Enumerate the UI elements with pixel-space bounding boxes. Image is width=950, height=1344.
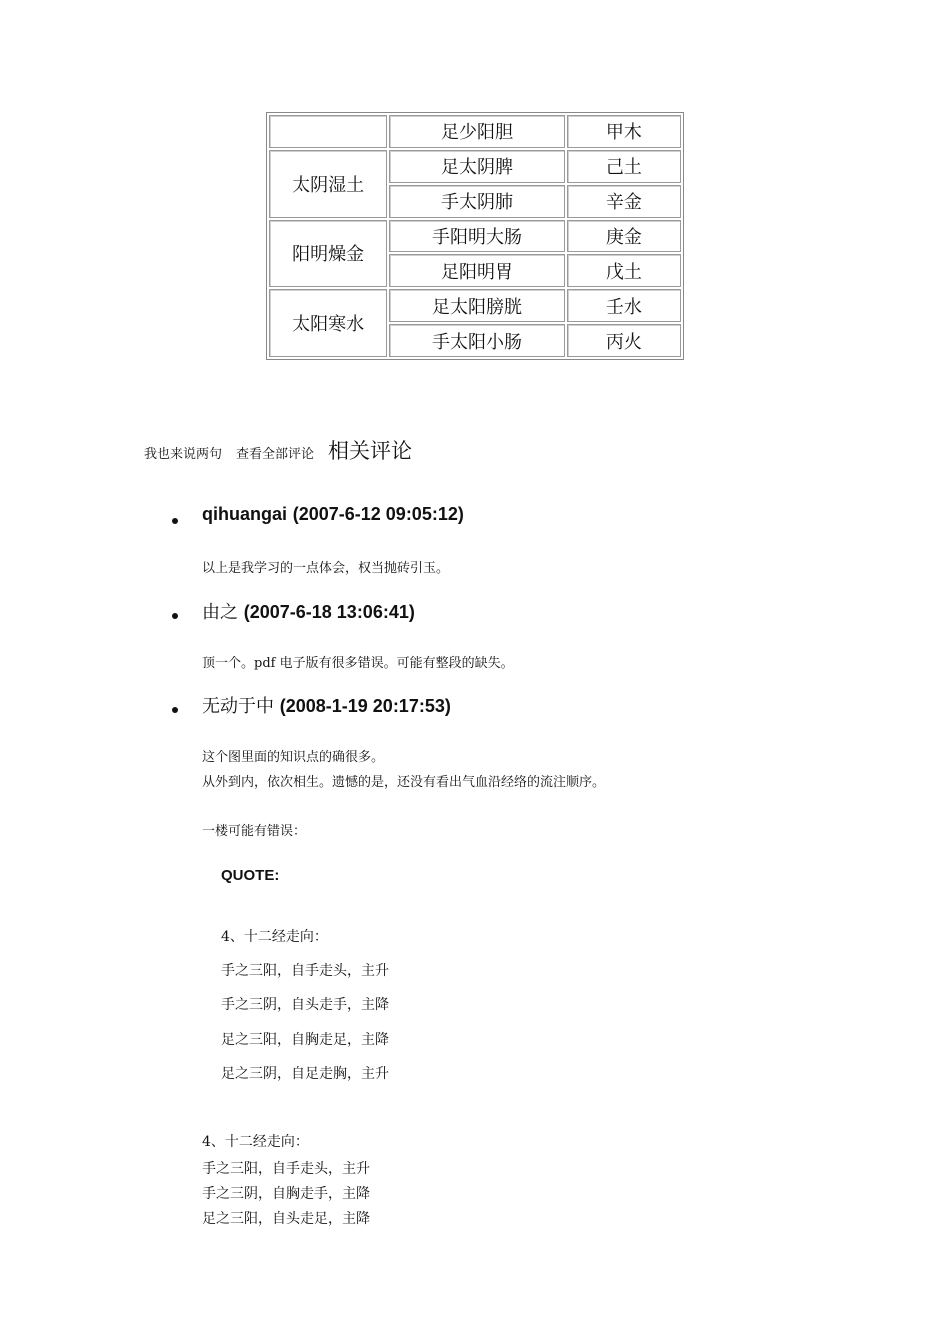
quote-line: 手之三阴，自头走手，主降 <box>221 997 389 1013</box>
meridian-table <box>266 112 684 360</box>
comment-body-line: 以上是我学习的一点体会，权当抛砖引玉。 <box>202 561 450 576</box>
comment-body-line: 足之三阳，自头走足，主降 <box>202 1211 370 1227</box>
comment-time: (2007-6-12 09:05:12) <box>292 504 464 524</box>
bullet-icon <box>172 518 178 524</box>
element-cell: 壬水 <box>567 289 681 322</box>
comment-heading <box>202 504 464 525</box>
element-cell: 庚金 <box>567 220 681 253</box>
table-row <box>269 220 681 253</box>
meridian-cell: 足阳明胃 <box>389 254 564 287</box>
quote-line: 足之三阴，自足走胸，主升 <box>221 1066 389 1082</box>
group-cell: 阳明燥金 <box>269 220 387 288</box>
meridian-cell: 手太阳小肠 <box>389 324 564 357</box>
element-cell: 己土 <box>567 150 681 183</box>
quote-line: 手之三阳，自手走头，主升 <box>221 963 389 979</box>
element-cell: 丙火 <box>567 324 681 357</box>
comment-body-line: 4、十二经走向： <box>202 1134 309 1150</box>
meridian-cell: 足少阳胆 <box>389 115 564 148</box>
comment-body-line: 这个图里面的知识点的确很多。 <box>202 750 385 765</box>
meridian-cell: 手太阴肺 <box>389 185 564 218</box>
table-row <box>269 150 681 183</box>
comment-heading <box>202 598 415 624</box>
comment-body-line: 手之三阳，自手走头，主升 <box>202 1161 370 1177</box>
view-all-comments-link[interactable]: 查看全部评论 <box>236 447 315 462</box>
say-something-link[interactable]: 我也来说两句 <box>144 447 223 462</box>
comment-time: (2008-1-19 20:17:53) <box>279 696 451 716</box>
group-cell <box>269 115 387 148</box>
related-comments-title: 相关评论 <box>328 439 413 463</box>
element-cell: 辛金 <box>567 185 681 218</box>
comment-body-line: 从外到内，依次相生。遗憾的是，还没有看出气血沿经络的流注顺序。 <box>202 775 606 790</box>
comment-author: qihuangai <box>202 504 287 524</box>
comment-author: 由之 <box>202 602 238 623</box>
meridian-cell: 手阳明大肠 <box>389 220 564 253</box>
table-row <box>269 289 681 322</box>
element-cell: 戊土 <box>567 254 681 287</box>
comment-body-line: 一楼可能有错误： <box>202 824 307 839</box>
comment-author: 无动于中 <box>202 696 274 717</box>
group-cell: 太阳寒水 <box>269 289 387 357</box>
comment-header <box>144 438 412 464</box>
comment-body-line: 顶一个。pdf 电子版有很多错误。可能有整段的缺失。 <box>202 656 514 671</box>
comment-time: (2007-6-18 13:06:41) <box>243 602 415 622</box>
quote-line: 足之三阳，自胸走足，主降 <box>221 1032 389 1048</box>
comment-heading <box>202 692 451 718</box>
table-row <box>269 115 681 148</box>
quote-label: QUOTE: <box>221 867 280 884</box>
comment-body-line: 手之三阴，自胸走手，主降 <box>202 1186 370 1202</box>
element-cell: 甲木 <box>567 115 681 148</box>
meridian-cell: 足太阳膀胱 <box>389 289 564 322</box>
bullet-icon <box>172 613 178 619</box>
quote-line: 4、十二经走向： <box>221 929 328 945</box>
bullet-icon <box>172 707 178 713</box>
group-cell: 太阴湿土 <box>269 150 387 218</box>
meridian-cell: 足太阴脾 <box>389 150 564 183</box>
